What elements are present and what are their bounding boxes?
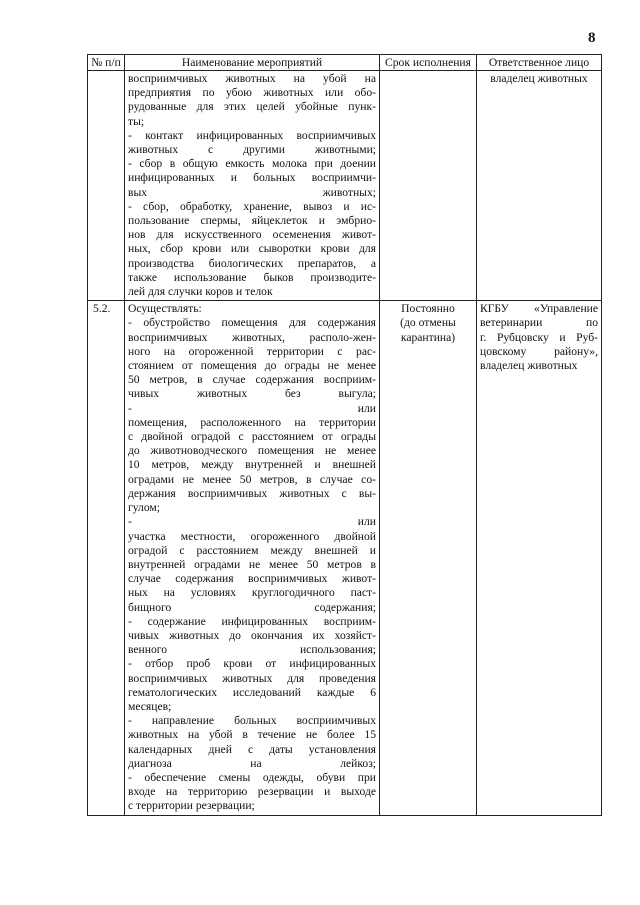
text-line: календарных дней с даты установления xyxy=(128,742,376,756)
text-line: чивых животных без выгула; xyxy=(128,387,376,401)
text-line: восприимчивых животных на убой на xyxy=(128,72,376,85)
text-line: владелец животных xyxy=(480,359,578,373)
text-line: гулом; xyxy=(128,501,160,515)
row-number: 5.2. xyxy=(88,301,125,815)
measure-text xyxy=(125,301,380,815)
text-line: 50 метров, в случае содержания восприим- xyxy=(128,373,376,387)
text-line: животных с другими животными; xyxy=(128,143,376,157)
text-line: диагноза на лейкоз; xyxy=(128,756,376,770)
text-line: - обеспечение смены одежды, обуви при xyxy=(128,770,376,784)
table-row xyxy=(88,301,602,815)
text-line: - сбор, обработку, хранение, вывоз и ис- xyxy=(128,199,376,213)
text-line: цовскому району», xyxy=(480,344,598,358)
text-line: 10 метров, между внутренней и внешней xyxy=(128,458,376,472)
text-line: производства биологических препаратов, а xyxy=(128,256,376,270)
text-line: г. Рубцовску и Руб- xyxy=(480,330,598,344)
text-line: (до отмены xyxy=(400,316,456,330)
text-line: - контакт инфицированных восприимчивых xyxy=(128,128,376,142)
header-resp: Ответственное лицо xyxy=(477,55,602,71)
text-line: КГБУ «Управление xyxy=(480,302,598,316)
text-line: ветеринарии по xyxy=(480,316,598,330)
page-number: 8 xyxy=(588,30,596,46)
text-line: карантина) xyxy=(400,330,456,344)
text-line: рудованные для этих целей убойные пунк- xyxy=(128,100,376,114)
header-name: Наименование мероприятий xyxy=(125,55,380,71)
measures-table xyxy=(87,54,602,816)
text-line: ного на огороженной территории с рас- xyxy=(128,344,376,358)
text-line: оградами не менее 50 метров, в случае со- xyxy=(128,472,376,486)
text-line: вых животных; xyxy=(128,185,376,199)
text-line: помещения, расположенного на территории xyxy=(128,415,376,429)
text-line: нов для искусственного осеменения живот- xyxy=(128,228,376,242)
text-line: ты; xyxy=(128,114,145,128)
table-header-row xyxy=(88,55,602,71)
text-line: с территории резервации; xyxy=(128,799,255,813)
text-line: держания восприимчивых животных с вы- xyxy=(128,486,376,500)
text-line: до животноводческого помещения не менее xyxy=(128,444,376,458)
text-line: - сбор в общую емкость молока при доении xyxy=(128,157,376,171)
text-line: ных, сбор крови или сыворотки крови для xyxy=(128,242,376,256)
text-line: оградой с расстоянием между внешней и xyxy=(128,543,376,557)
header-num: № п/п xyxy=(88,55,125,71)
text-line: Постоянно xyxy=(401,302,455,316)
text-line: пользование спермы, яйцеклеток и эмбрио- xyxy=(128,214,376,228)
text-line: бищного содержания; xyxy=(128,600,376,614)
text-line: чивых животных до окончания их хозяйст- xyxy=(128,628,376,642)
row-number xyxy=(88,71,125,301)
header-term: Срок исполнения xyxy=(380,55,477,71)
text-line: венного использования; xyxy=(128,643,376,657)
responsible-cell xyxy=(477,301,602,815)
text-line: животных на убой в течение не более 15 xyxy=(128,728,376,742)
text-line: - или xyxy=(128,401,376,415)
text-line: ных на условиях круглогодичного паст- xyxy=(128,586,376,600)
text-line: стоянием от помещения до ограды не менее xyxy=(128,359,376,373)
text-line: предприятия по убою животных или обо- xyxy=(128,86,376,100)
text-line: - отбор проб крови от инфицированных xyxy=(128,657,376,671)
text-line: также использование быков производите- xyxy=(128,270,376,284)
responsible-cell: владелец животных xyxy=(477,71,602,301)
text-line: гематологических исследований каждые 6 xyxy=(128,685,376,699)
text-line: - содержание инфицированных восприим- xyxy=(128,614,376,628)
text-line: участка местности, огороженного двойной xyxy=(128,529,376,543)
text-line: восприимчивых животных для проведения xyxy=(128,671,376,685)
text-line: - или xyxy=(128,515,376,529)
text-line: случае содержания восприимчивых живот- xyxy=(128,572,376,586)
text-line: - направление больных восприимчивых xyxy=(128,714,376,728)
text-line: входе на территорию резервации и выходе xyxy=(128,785,376,799)
measure-text xyxy=(125,71,380,301)
text-line: восприимчивых животных, располо-жен- xyxy=(128,330,376,344)
table-row xyxy=(88,71,602,301)
text-line: - обустройство помещения для содержания xyxy=(128,316,376,330)
text-line: инфицированных и больных восприимчи- xyxy=(128,171,376,185)
text-line: лей для случки коров и телок xyxy=(128,285,273,299)
text-line: Осуществлять: xyxy=(128,302,202,316)
text-line: месяцев; xyxy=(128,699,172,713)
term-cell xyxy=(380,71,477,301)
text-line: внутренней оградами не менее 50 метров в xyxy=(128,557,376,571)
text-line: с двойной оградой с расстоянием от ограды xyxy=(128,430,376,444)
term-cell xyxy=(380,301,477,815)
